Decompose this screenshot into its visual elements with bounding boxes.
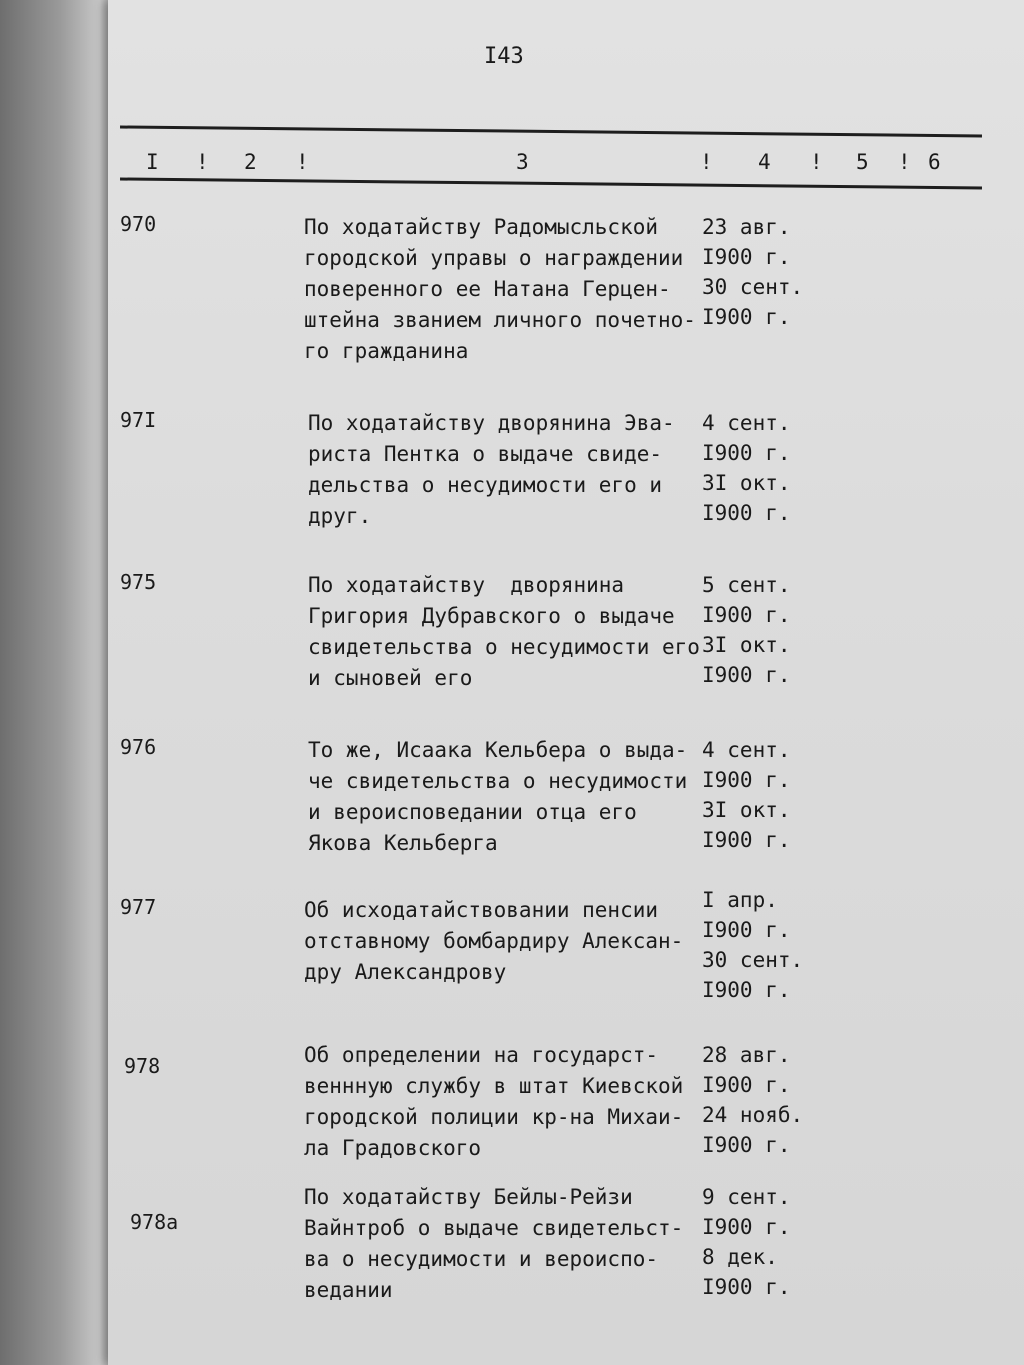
column-head: 3 — [516, 150, 529, 174]
text-line: По ходатайству Бейлы-Рейзи — [304, 1185, 633, 1209]
text-line: че свидетельства о несудимости — [308, 769, 688, 793]
column-head: I — [146, 150, 159, 174]
column-head: 5 — [856, 150, 869, 174]
text-line: друг. — [308, 504, 372, 528]
date-line: I900 г. — [702, 1133, 791, 1157]
date-line: I900 г. — [702, 828, 791, 852]
text-line: По ходатайству дворянина — [308, 573, 625, 597]
column-separator: ! — [196, 150, 209, 174]
text-line: поверенного ее Натана Герцен- — [304, 277, 671, 301]
date-line: 8 дек. — [702, 1245, 778, 1269]
date-line: I900 г. — [702, 1073, 791, 1097]
text-line: По ходатайству дворянина Эва- — [308, 411, 675, 435]
text-line: свидетельства о несудимости его — [308, 635, 700, 659]
text-line: риста Пентка о выдаче свиде- — [308, 442, 663, 466]
date-line: I900 г. — [702, 441, 791, 465]
entry-dates — [702, 1040, 803, 1160]
date-line: I900 г. — [702, 768, 791, 792]
column-separator: ! — [700, 150, 713, 174]
entry-description — [304, 1182, 683, 1306]
date-line: 28 авг. — [702, 1043, 791, 1067]
date-line: I900 г. — [702, 245, 791, 269]
text-line: отставному бомбардиру Алексан- — [304, 929, 684, 953]
entry-description — [308, 408, 675, 532]
date-line: I900 г. — [702, 1275, 791, 1299]
column-separator: ! — [810, 150, 823, 174]
column-separator: ! — [898, 150, 911, 174]
date-line: 30 сент. — [702, 948, 804, 972]
column-head: 2 — [244, 150, 257, 174]
entry-number: 978 — [124, 1054, 161, 1078]
entry-dates — [702, 735, 791, 855]
entry-number: 978a — [130, 1210, 179, 1234]
text-line: То же, Исаака Кельбера о выда- — [308, 738, 688, 762]
date-line: 3I окт. — [702, 633, 791, 657]
entry-number: 976 — [120, 735, 157, 759]
date-line: I900 г. — [702, 978, 791, 1002]
column-separator: ! — [296, 150, 309, 174]
text-line: ва о несудимости и вероиспо- — [304, 1247, 659, 1271]
text-line: штейна званием личного почетно- — [304, 308, 696, 332]
text-line: ла Градовского — [304, 1136, 482, 1160]
entry-dates — [702, 212, 803, 332]
text-line: Об исходатайствовании пенсии — [304, 898, 659, 922]
text-line: веннную службу в штат Киевской — [304, 1074, 684, 1098]
date-line: 5 сент. — [702, 573, 791, 597]
text-line: Якова Кельберга — [308, 831, 498, 855]
text-line: Вайнтроб о выдаче свидетельст- — [304, 1216, 684, 1240]
date-line: 4 сент. — [702, 738, 791, 762]
text-line: и сыновей его — [308, 666, 473, 690]
date-line: I900 г. — [702, 603, 791, 627]
date-line: I апр. — [702, 888, 778, 912]
text-line: дру Александрову — [304, 960, 507, 984]
entry-number: 970 — [120, 212, 157, 236]
text-line: го гражданина — [304, 339, 469, 363]
date-line: 9 сент. — [702, 1185, 791, 1209]
entry-number: 977 — [120, 895, 157, 919]
date-line: I900 г. — [702, 663, 791, 687]
page-number: I43 — [484, 44, 524, 69]
entry-number: 975 — [120, 570, 157, 594]
entry-description — [304, 895, 683, 988]
document-page — [108, 0, 1024, 1365]
entry-dates — [702, 408, 791, 528]
date-line: 3I окт. — [702, 471, 791, 495]
column-head: 4 — [758, 150, 771, 174]
table-top-rule — [120, 125, 982, 137]
entry-description — [308, 735, 687, 859]
table-header-rule — [120, 177, 982, 189]
text-line: и вероисповедании отца его — [308, 800, 637, 824]
column-head: 6 — [928, 150, 941, 174]
date-line: I900 г. — [702, 1215, 791, 1239]
entry-dates — [702, 885, 803, 1005]
text-line: По ходатайству Радомысльской — [304, 215, 659, 239]
date-line: I900 г. — [702, 305, 791, 329]
entry-number: 97I — [120, 408, 157, 432]
entry-description — [304, 212, 696, 367]
date-line: 24 нояб. — [702, 1103, 804, 1127]
entry-description — [304, 1040, 683, 1164]
date-line: 23 авг. — [702, 215, 791, 239]
entry-dates — [702, 570, 791, 690]
text-line: дельства о несудимости его и — [308, 473, 663, 497]
entry-dates — [702, 1182, 791, 1302]
date-line: 4 сент. — [702, 411, 791, 435]
text-line: ведании — [304, 1278, 393, 1302]
date-line: I900 г. — [702, 918, 791, 942]
text-line: Григория Дубравского о выдаче — [308, 604, 675, 628]
date-line: 30 сент. — [702, 275, 804, 299]
text-line: городской управы о награждении — [304, 246, 684, 270]
date-line: 3I окт. — [702, 798, 791, 822]
entry-description — [308, 570, 700, 694]
date-line: I900 г. — [702, 501, 791, 525]
text-line: Об определении на государст- — [304, 1043, 659, 1067]
text-line: городской полиции кр-на Михаи- — [304, 1105, 684, 1129]
